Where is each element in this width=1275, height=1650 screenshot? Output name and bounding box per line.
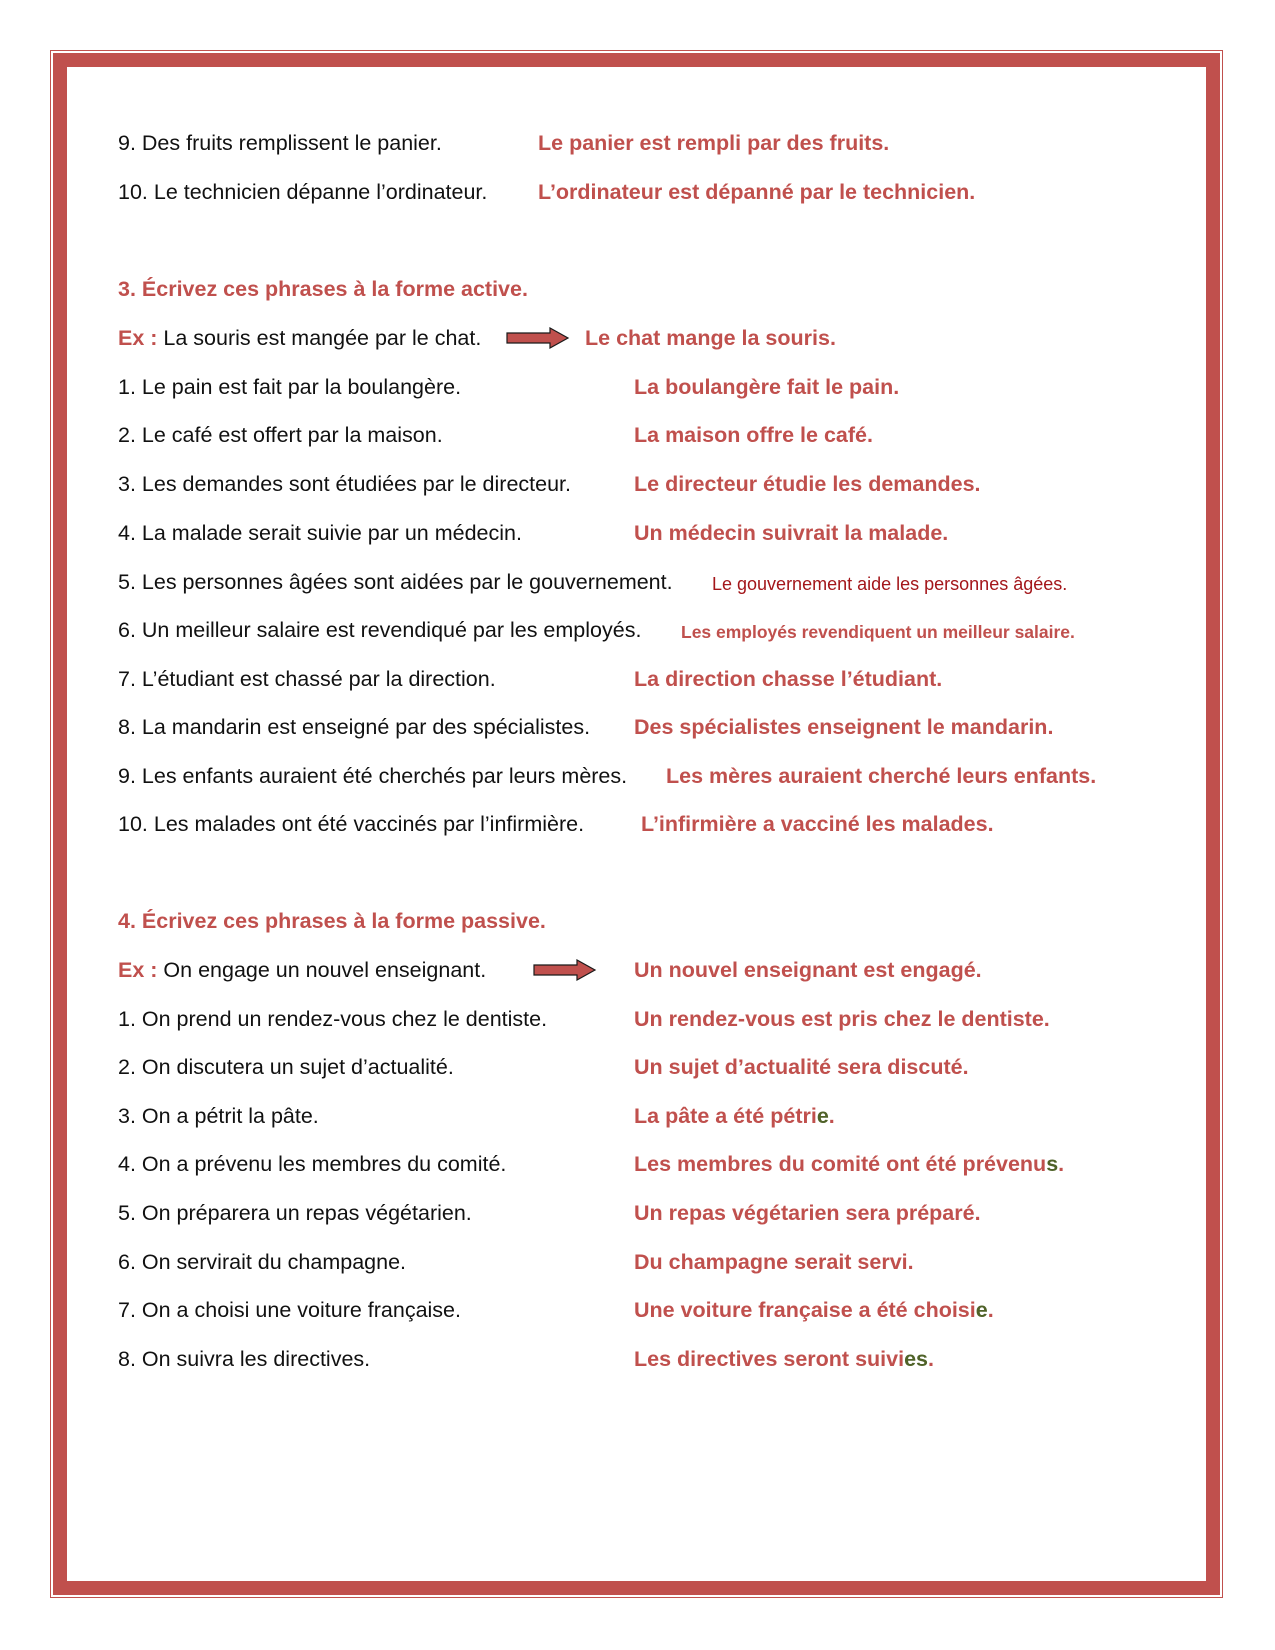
example-label: Ex :: [118, 326, 158, 350]
question-text: 7. On a choisi une voiture française.: [118, 1298, 461, 1322]
question-text: 6. Un meilleur salaire est revendiqué par les employés.: [118, 618, 642, 642]
answer-text: La direction chasse l’étudiant.: [634, 667, 943, 691]
answer-main: Une voiture française a été choisi: [634, 1298, 976, 1322]
question-text: 1. Le pain est fait par la boulangère.: [118, 375, 462, 399]
exercise-4-heading: 4. Écrivez ces phrases à la forme passive.: [118, 909, 546, 933]
answer-text: La maison offre le café.: [634, 423, 873, 447]
question-text: 3. On a pétrit la pâte.: [118, 1104, 319, 1128]
question-text: 3. Les demandes sont étudiées par le directeur.: [118, 472, 571, 496]
answer-end: .: [828, 1104, 835, 1128]
answer-text: L’infirmière a vacciné les malades.: [641, 812, 994, 836]
question-text: 9. Les enfants auraient été cherchés par leurs mères.: [118, 764, 628, 788]
answer-text: Un repas végétarien sera préparé.: [634, 1201, 981, 1225]
question-text: 5. Les personnes âgées sont aidées par le gouvernement.: [118, 570, 673, 594]
right-arrow-icon: [533, 959, 597, 981]
answer-main: Les membres du comité ont été prévenu: [634, 1152, 1047, 1176]
answer-text: Le gouvernement aide les personnes âgées.: [712, 574, 1068, 594]
question-text: 7. L’étudiant est chassé par la direction.: [118, 667, 496, 691]
answer-text: Les employés revendiquent un meilleur salaire.: [681, 622, 1075, 642]
answer-text: Des spécialistes enseignent le mandarin.: [634, 715, 1054, 739]
example-question: [118, 957, 486, 983]
answer-text: [634, 1103, 835, 1129]
answer-text: Du champagne serait servi.: [634, 1250, 914, 1274]
answer-text: Un sujet d’actualité sera discuté.: [634, 1055, 969, 1079]
question-text: 4. On a prévenu les membres du comité.: [118, 1152, 507, 1176]
answer-text: Un médecin suivrait la malade.: [634, 521, 949, 545]
question-text: 2. Le café est offert par la maison.: [118, 423, 443, 447]
answer-text: L’ordinateur est dépanné par le technicien.: [538, 180, 976, 204]
answer-end: .: [927, 1347, 934, 1371]
question-text: 10. Le technicien dépanne l’ordinateur.: [118, 180, 488, 204]
answer-text: [634, 1297, 994, 1323]
example-label: Ex :: [118, 958, 158, 982]
example-answer: Le chat mange la souris.: [585, 326, 836, 350]
answer-text: [634, 1346, 934, 1372]
answer-text: La boulangère fait le pain.: [634, 375, 900, 399]
question-text: 8. La mandarin est enseigné par des spécialistes.: [118, 715, 591, 739]
question-text: 4. La malade serait suivie par un médecin.: [118, 521, 522, 545]
answer-main: Les directives seront suivi: [634, 1347, 905, 1371]
question-text: 6. On servirait du champagne.: [118, 1250, 407, 1274]
answer-text: Les mères auraient cherché leurs enfants.: [666, 764, 1097, 788]
answer-end: .: [987, 1298, 994, 1322]
question-text: 1. On prend un rendez-vous chez le dentiste.: [118, 1007, 548, 1031]
question-text: 10. Les malades ont été vaccinés par l’infirmière.: [118, 812, 585, 836]
exercise-3-heading: 3. Écrivez ces phrases à la forme active.: [118, 277, 528, 301]
answer-agreement: es: [904, 1347, 928, 1371]
example-question-text: La souris est mangée par le chat.: [163, 326, 482, 350]
answer-text: [634, 1151, 1064, 1177]
answer-main: La pâte a été pétri: [634, 1104, 817, 1128]
example-question-text: On engage un nouvel enseignant.: [163, 958, 487, 982]
question-text: 5. On préparera un repas végétarien.: [118, 1201, 472, 1225]
answer-agreement: s: [1046, 1152, 1059, 1176]
question-text: 9. Des fruits remplissent le panier.: [118, 131, 442, 155]
answer-agreement: e: [975, 1298, 988, 1322]
right-arrow-icon: [506, 327, 570, 349]
question-text: 2. On discutera un sujet d’actualité.: [118, 1055, 454, 1079]
example-question: [118, 325, 481, 351]
answer-text: Un rendez-vous est pris chez le dentiste.: [634, 1007, 1050, 1031]
question-text: 8. On suivra les directives.: [118, 1347, 371, 1371]
answer-text: Le directeur étudie les demandes.: [634, 472, 981, 496]
example-answer: Un nouvel enseignant est engagé.: [634, 958, 982, 982]
answer-end: .: [1058, 1152, 1065, 1176]
answer-text: Le panier est rempli par des fruits.: [538, 131, 890, 155]
answer-agreement: e: [816, 1104, 829, 1128]
